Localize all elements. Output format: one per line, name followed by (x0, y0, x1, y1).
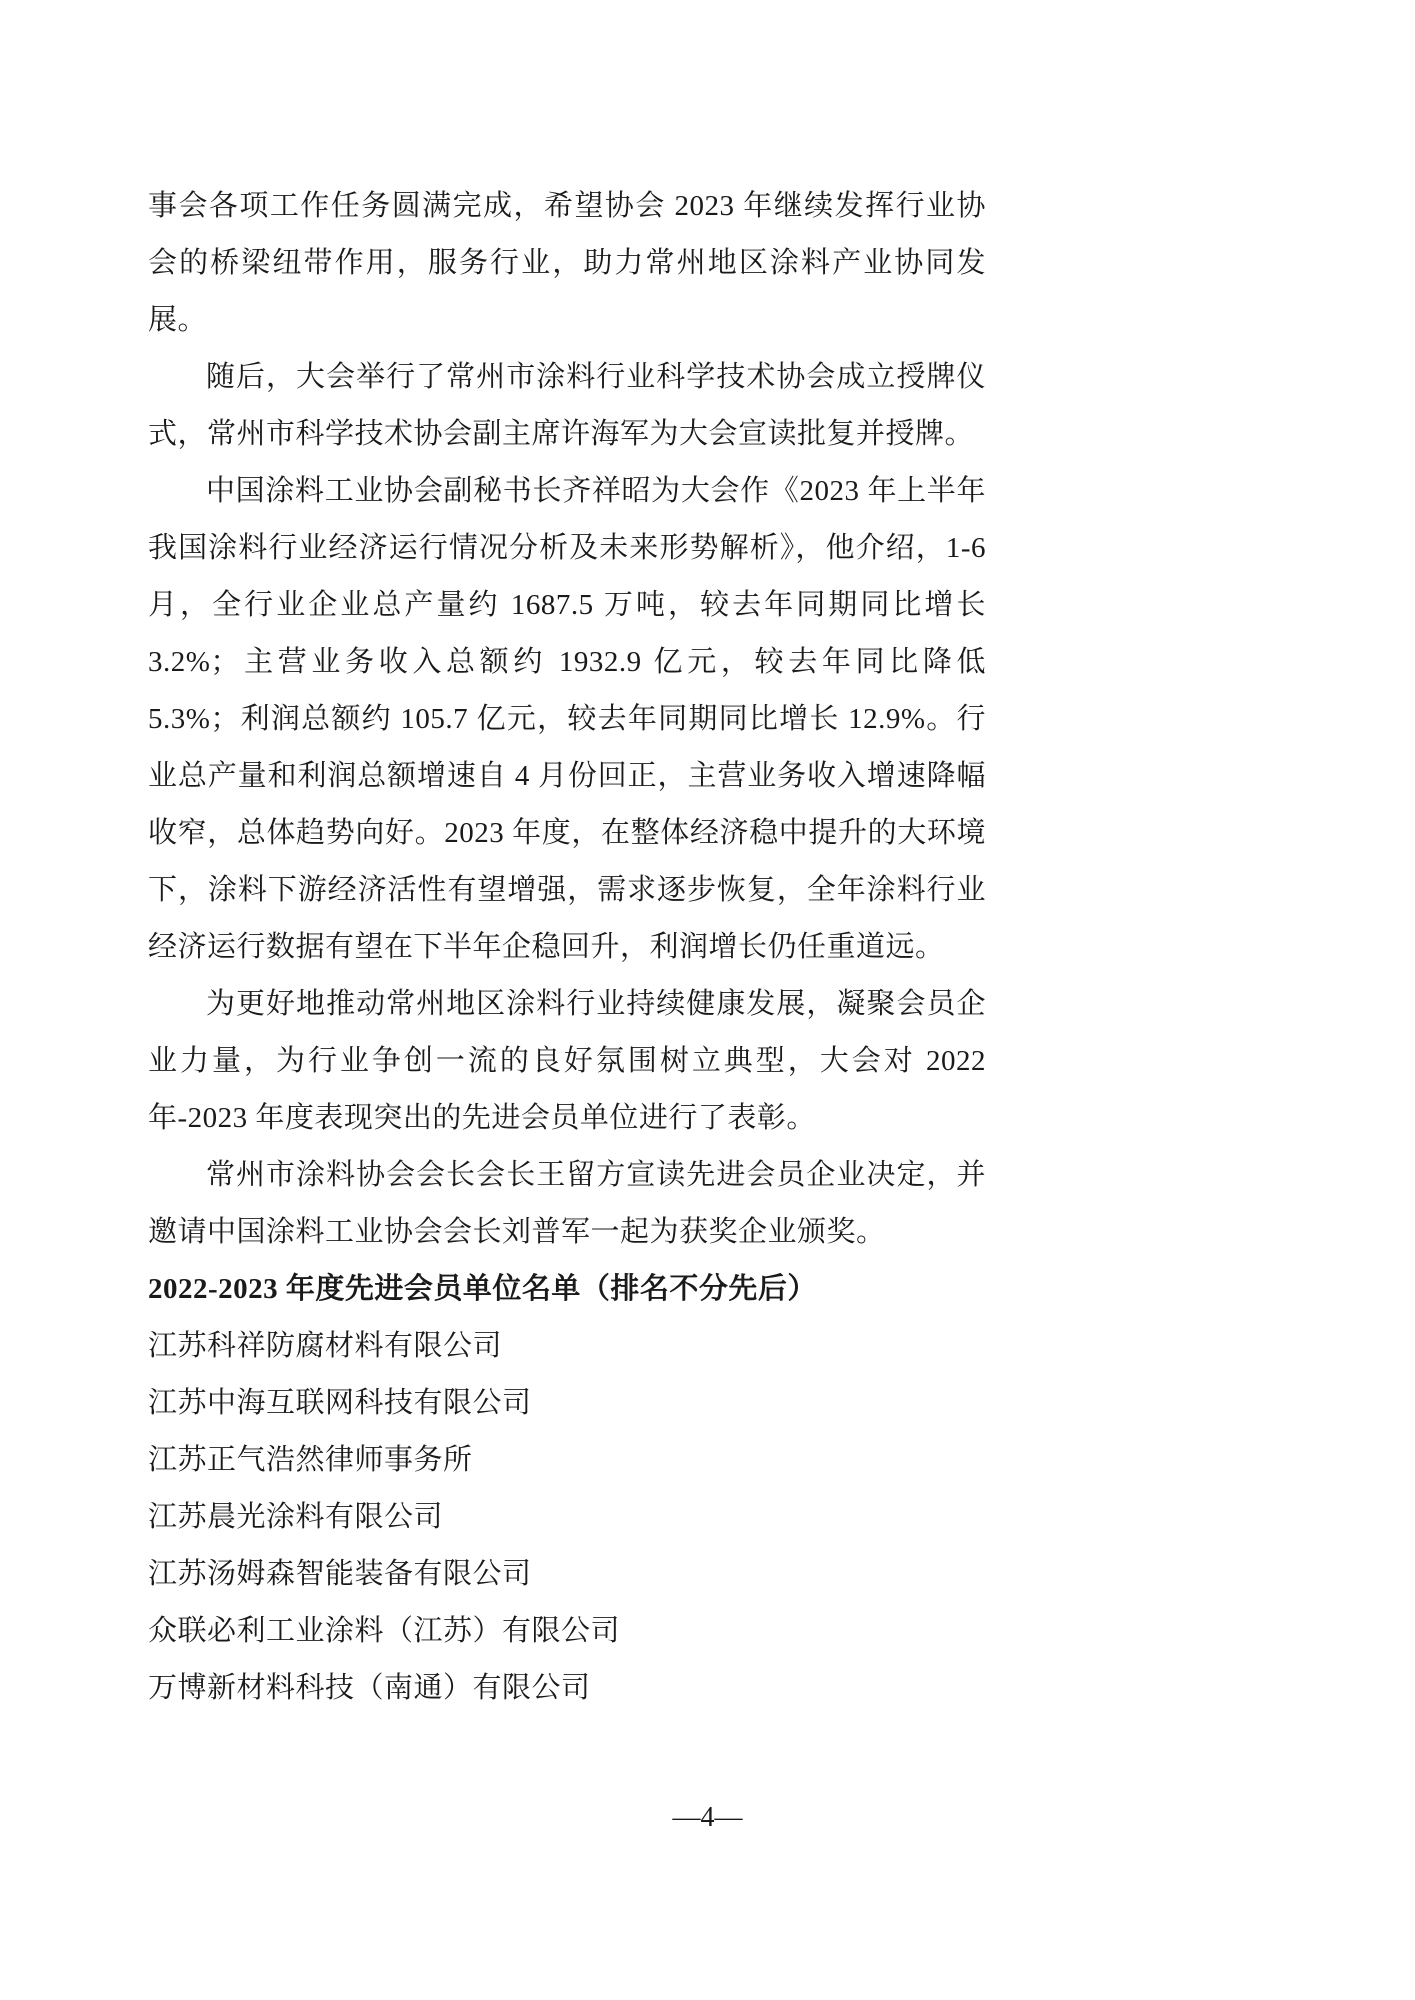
company-list-item: 江苏正气浩然律师事务所 (148, 1444, 473, 1476)
body-paragraph: 随后，大会举行了常州市涂料行业科学技术协会成立授牌仪式，常州市科学技术协会副主席许海军为大会宣读批复并授牌。 (148, 361, 986, 450)
company-list-item: 江苏晨光涂料有限公司 (148, 1501, 444, 1533)
company-list-item: 江苏中海互联网科技有限公司 (148, 1387, 532, 1419)
award-list-heading: 2022-2023 年度先进会员单位名单（排名不分先后） (148, 1273, 817, 1305)
company-list-item: 江苏汤姆森智能装备有限公司 (148, 1558, 532, 1590)
body-paragraph: 为更好地推动常州地区涂料行业持续健康发展，凝聚会员企业力量，为行业争创一流的良好氛围树立典型，大会对 2022 年-2023 年度表现突出的先进会员单位进行了表彰。 (148, 988, 986, 1134)
company-list-item: 万博新材料科技（南通）有限公司 (148, 1672, 591, 1704)
body-paragraph: 事会各项工作任务圆满完成，希望协会 2023 年继续发挥行业协会的桥梁纽带作用，服务行业，助力常州地区涂料产业协同发展。 (148, 190, 986, 336)
company-list-item: 江苏科祥防腐材料有限公司 (148, 1330, 503, 1362)
company-list-item: 众联必利工业涂料（江苏）有限公司 (148, 1615, 621, 1647)
body-paragraph: 常州市涂料协会会长会长王留方宣读先进会员企业决定，并邀请中国涂料工业协会会长刘普军一起为获奖企业颁奖。 (148, 1159, 986, 1248)
page-number: —4— (672, 1802, 743, 1833)
body-paragraph: 中国涂料工业协会副秘书长齐祥昭为大会作《2023 年上半年我国涂料行业经济运行情况分析及未来形势解析》，他介绍，1-6 月，全行业企业总产量约 1687.5 万吨，较去年同期同比增长 3.2%；主营业务收入总额约 1932.9 亿元，较去年同比降低 5.3%；利润总额约 105.7 亿元，较去年同期同比增长 12.9%。行业总产量和利润总额增速自 4 月份回正，主营业务收入增速降幅收窄，总体趋势向好。2023 年度，在整体经济稳中提升的大环境下，涂料下游经济活性有望增强，需求逐步恢复，全年涂料行业经济运行数据有望在下半年企稳回升，利润增长仍任重道远。 (148, 475, 986, 963)
page-body-text (148, 178, 986, 1717)
